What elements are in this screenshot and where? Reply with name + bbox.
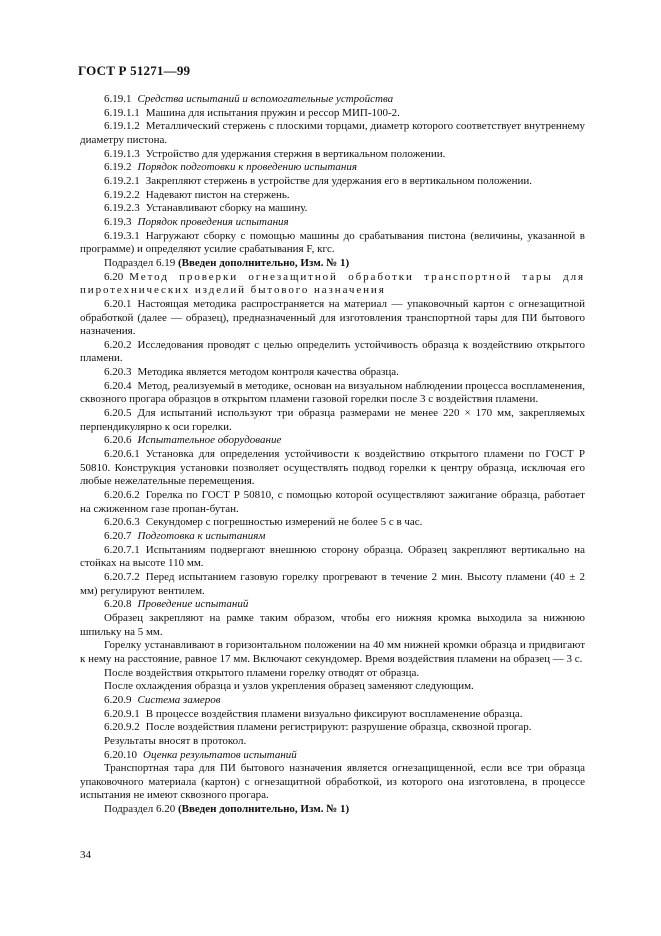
paragraph-text: Устройство для удержания стержня в вертикальном положении. bbox=[145, 147, 446, 160]
clause-number: 6.20.7.1 bbox=[104, 543, 140, 556]
clause-number: 6.20.4 bbox=[104, 379, 132, 392]
paragraph bbox=[80, 516, 585, 530]
paragraph bbox=[80, 694, 585, 708]
paragraph-text: Перед испытанием газовую горелку прогревают в течение 2 мин. Высоту пламени (40 ± 2 мм) регулируют вентилем. bbox=[80, 570, 585, 597]
document-body bbox=[80, 93, 585, 817]
paragraph-text: В процессе воздействия пламени визуально фиксируют воспламенение образца. bbox=[145, 707, 523, 720]
paragraph bbox=[80, 202, 585, 216]
paragraph bbox=[80, 148, 585, 162]
paragraph bbox=[80, 230, 585, 257]
clause-number: 6.20.10 bbox=[104, 748, 137, 761]
amendment-note: (Введен дополнительно, Изм. № 1) bbox=[177, 803, 350, 816]
paragraph-text: Подготовка к испытаниям bbox=[137, 530, 266, 542]
paragraph-text: Транспортная тара для ПИ бытового назначения является огнезащищенной, если все три образца упаковочного материала (картон) с огнезащитной обработкой, из которого она изготовлена, в процессе испытания не имеют сквозного прогара. bbox=[80, 762, 585, 802]
clause-number: 6.19.1 bbox=[104, 93, 132, 105]
paragraph-text: Испытательное оборудование bbox=[137, 434, 282, 447]
clause-number: 6.20.6.3 bbox=[104, 516, 140, 529]
paragraph-text: Секундомер с погрешностью измерений не более 5 с в час. bbox=[145, 516, 423, 529]
paragraph bbox=[80, 298, 585, 339]
clause-number: 6.20.7 bbox=[104, 530, 132, 542]
clause-number: 6.19.1.2 bbox=[104, 120, 140, 133]
amendment-note: (Введен дополнительно, Изм. № 1) bbox=[177, 256, 350, 269]
paragraph-text: Машина для испытания пружин и рессор МИП-100-2. bbox=[145, 106, 400, 119]
document-header: ГОСТ Р 51271—99 bbox=[78, 63, 191, 78]
paragraph-text: Испытаниям подвергают внешнюю сторону образца. Образец закрепляют вертикально на стойках на высоте 110 мм. bbox=[80, 543, 585, 570]
paragraph-text: Порядок подготовки к проведению испытания bbox=[137, 161, 358, 174]
page-number: 34 bbox=[80, 849, 91, 861]
paragraph-text: Проведение испытаний bbox=[137, 598, 249, 611]
paragraph-text: Оценка результатов испытаний bbox=[143, 748, 297, 761]
paragraph-text: Подраздел 6.20 bbox=[104, 803, 176, 816]
paragraph bbox=[80, 407, 585, 434]
paragraph-text: Система замеров bbox=[137, 693, 221, 706]
paragraph bbox=[80, 380, 585, 407]
paragraph-text: После воздействия открытого пламени горелку отводят от образца. bbox=[104, 666, 420, 679]
clause-number: 6.19.1.1 bbox=[104, 106, 140, 119]
paragraph-text: Образец закрепляют на рамке таким образом, чтобы его нижняя кромка выходила за нижнюю шпильку на 5 мм. bbox=[80, 611, 585, 638]
clause-number: 6.20.6.1 bbox=[104, 448, 140, 461]
paragraph-text: Горелку устанавливают в горизонтальном положении на 40 мм нижней кромки образца и придвигают к нему на расстояние, равное 17 мм. Включают секундомер. Время воздействия пламени на образец — 3 с. bbox=[80, 639, 585, 665]
paragraph-text: Метод, реализуемый в методике, основан на визуальном наблюдении процесса воспламенения, сквозного прогара образцов в открытом пламени газовой горелки после 3 с воздействия пламени. bbox=[80, 379, 585, 406]
clause-number: 6.20.6 bbox=[104, 434, 132, 447]
paragraph-text: Закрепляют стержень в устройстве для удержания его в вертикальном положении. bbox=[145, 174, 532, 187]
paragraph-text: Настоящая методика распространяется на материал — упаковочный картон с огнезащитной обработкой (далее — образец), предназначенный для изготовления транспортной тары для ПИ бытового назначения. bbox=[80, 297, 585, 338]
clause-number: 6.19.2 bbox=[104, 161, 132, 174]
paragraph-text: Подраздел 6.19 bbox=[104, 256, 176, 269]
clause-number: 6.19.1.3 bbox=[104, 147, 140, 160]
paragraph-text: Металлический стержень с плоскими торцами, диаметр которого соответствует внутреннему диаметру пистона. bbox=[80, 120, 585, 146]
clause-number: 6.20.8 bbox=[104, 598, 132, 611]
clause-number: 6.20.6.2 bbox=[104, 489, 140, 502]
paragraph bbox=[80, 257, 585, 271]
clause-number: 6.20.3 bbox=[104, 366, 132, 379]
paragraph bbox=[80, 680, 585, 694]
clause-number: 6.20.9 bbox=[104, 693, 132, 706]
clause-number: 6.19.3 bbox=[104, 215, 132, 228]
paragraph bbox=[80, 366, 585, 380]
paragraph bbox=[80, 571, 585, 598]
paragraph-text: Метод проверки огнезащитной обработки транспортной тары для пиротехнических изделий бытового назначения bbox=[80, 270, 585, 297]
paragraph bbox=[80, 216, 585, 230]
paragraph-text: Для испытаний используют три образца размерами не менее 220 × 170 мм, закрепляемых перпендикулярно к оси горелки. bbox=[80, 407, 585, 433]
paragraph bbox=[80, 175, 585, 189]
paragraph bbox=[80, 161, 585, 175]
clause-number: 6.20.9.2 bbox=[104, 721, 140, 734]
paragraph-text: Методика является методом контроля качества образца. bbox=[137, 366, 399, 379]
paragraph-text: Горелка по ГОСТ Р 50810, с помощью которой осуществляют зажигание образца, работает на сжиженном газе пропан-бутан. bbox=[80, 489, 585, 515]
paragraph bbox=[80, 639, 585, 666]
paragraph-text: Устанавливают сборку на машину. bbox=[145, 202, 308, 215]
paragraph bbox=[80, 93, 585, 107]
paragraph bbox=[80, 530, 585, 544]
paragraph bbox=[80, 489, 585, 516]
paragraph bbox=[80, 721, 585, 735]
paragraph bbox=[80, 107, 585, 121]
paragraph bbox=[80, 448, 585, 489]
paragraph bbox=[80, 544, 585, 571]
paragraph-text: Порядок проведения испытания bbox=[137, 215, 289, 228]
paragraph bbox=[80, 762, 585, 803]
paragraph-text: Средства испытаний и вспомогательные устройства bbox=[137, 93, 394, 105]
clause-number: 6.19.2.3 bbox=[104, 202, 140, 215]
clause-number: 6.19.2.2 bbox=[104, 188, 140, 201]
paragraph bbox=[80, 667, 585, 681]
paragraph bbox=[80, 339, 585, 366]
paragraph-text: После охлаждения образца и узлов укрепления образец заменяют следующим. bbox=[104, 680, 474, 693]
paragraph bbox=[80, 271, 585, 298]
paragraph bbox=[80, 189, 585, 203]
paragraph-text: Надевают пистон на стержень. bbox=[145, 188, 290, 201]
paragraph-text: Установка для определения устойчивости к воздействию открытого пламени по ГОСТ Р 50810. Конструкция установки позволяет осуществлять подвод горелки к центру образца, исключая его любые нежелательные перемещения. bbox=[80, 448, 585, 488]
clause-number: 6.19.2.1 bbox=[104, 174, 140, 187]
clause-number: 6.20.1 bbox=[104, 297, 132, 310]
paragraph bbox=[80, 612, 585, 639]
clause-number: 6.20.7.2 bbox=[104, 570, 140, 583]
clause-number: 6.19.3.1 bbox=[104, 229, 140, 242]
paragraph bbox=[80, 803, 585, 817]
paragraph bbox=[80, 598, 585, 612]
paragraph bbox=[80, 749, 585, 763]
paragraph bbox=[80, 708, 585, 722]
paragraph bbox=[80, 120, 585, 147]
paragraph-text: После воздействия пламени регистрируют: разрушение образца, сквозной прогар. bbox=[145, 721, 532, 734]
paragraph bbox=[80, 735, 585, 749]
clause-number: 6.20 bbox=[104, 270, 124, 283]
paragraph-text: Результаты вносят в протокол. bbox=[104, 734, 247, 747]
clause-number: 6.20.2 bbox=[104, 338, 132, 351]
paragraph-text: Нагружают сборку с помощью машины до срабатывания пистона (величины, указанной в программе) и определяют усилие срабатывания F, кгс. bbox=[80, 229, 585, 256]
clause-number: 6.20.5 bbox=[104, 407, 132, 420]
paragraph bbox=[80, 434, 585, 448]
paragraph-text: Исследования проводят с целью определить устойчивость образца к воздействию открытого пламени. bbox=[80, 338, 585, 365]
clause-number: 6.20.9.1 bbox=[104, 707, 140, 720]
